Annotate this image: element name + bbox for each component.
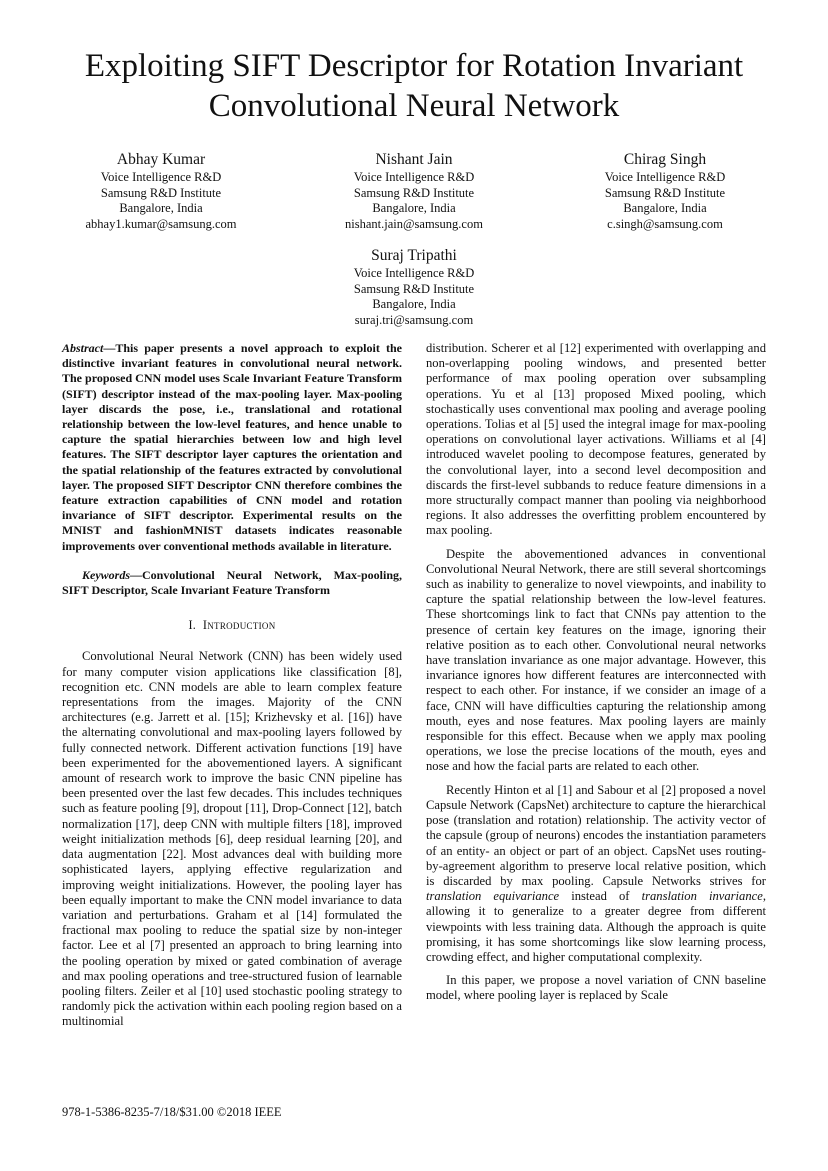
author-org: Samsung R&D Institute: [353, 281, 475, 296]
keywords: [62, 568, 402, 598]
keywords-label: Keywords: [82, 567, 130, 582]
copyright-footer: 978-1-5386-8235-7/18/$31.00 ©2018 IEEE: [62, 1105, 282, 1119]
author-name: Abhay Kumar: [116, 151, 206, 168]
author-location: Bangalore, India: [372, 297, 456, 312]
abstract-label: Abstract: [62, 341, 104, 355]
author-email[interactable]: c.singh@samsung.com: [607, 216, 723, 231]
abstract: [62, 341, 402, 554]
author-dept: Voice Intelligence R&D: [353, 266, 475, 280]
author-location: Bangalore, India: [623, 201, 707, 216]
author-email[interactable]: nishant.jain@samsung.com: [345, 216, 483, 231]
intro-paragraph-1: Convolutional Neural Network (CNN) has been widely used for many computer vision applications like classification [8], recognition etc. CNN models are able to learn complex feature representations from the images. Majority of the CNN architectures (e.g. Jarrett et al. [15]; Krizhevsky et al. [16]) have the alternating convolutional and max-pooling layers followed by fully connected network. Different activation functions [19] have been experimented for the abovementioned layers. A significant amount of research work to improve the basic CNN pipeline has been presented over the last few decades. This includes techniques such as feature pooling [9], dropout [11], Drop-Connect [12], batch normalization [17], deep CNN with multiple filters [18], improved weight initialization methods [6], deep residual learning [20], and data augmentation [22]. Most advances deal with building more sophisticated layers, applying effective regularization and improving weight initializations. However, the pooling layer has been equally important to make the CNN model invariance to data variation and perturbations. Graham et al [14] formulated the fractional max pooling to reduce the spatial size by non-integer factor. Lee et al [7] presented an approach to bring learning into the pooling operation by mixed or gated combination of average and max pooling operations and tree-structured fusion of learnable pooling filters. Zeiler et al [10] used stochastic pooling strategy to randomly pick the activation within each pooling region based on a multinomial: [62, 649, 402, 1029]
author-dept: Voice Intelligence R&D: [604, 170, 726, 184]
author-org: Samsung R&D Institute: [604, 185, 726, 200]
intro-paragraph-2: distribution. Scherer et al [12] experimented with overlapping and non-overlapping pooling windows, and presented better performance of max pooling operation over subsampling operations. Yu et al [13] proposed Mixed pooling, which stochastically uses conventional max pooling and average pooling operations. Tolias et al [5] used the integral image for max-pooling operations on convolutional layer activations. Williams et al [4] introduced wavelet pooling to decompose features, generated by the convolutional layer, into a second level decomposition and discards the first-level subbands to reduce feature dimensions in a more structurally compact manner than pooling via neighborhood regions. It also addresses the overfitting problem encountered by max pooling.: [426, 341, 766, 538]
keywords-text: —Convolutional Neural Network, Max-pooling, SIFT Descriptor, Scale Invariant Feature Transform: [62, 567, 402, 598]
author-location: Bangalore, India: [372, 201, 456, 216]
section-title: Introduction: [202, 618, 276, 633]
author-block-2: [299, 150, 529, 232]
author-location: Bangalore, India: [119, 201, 203, 216]
right-column: [426, 341, 766, 1004]
abstract-text: —This paper presents a novel approach to exploit the distinctive invariant features in convolutional neural network. The proposed CNN model uses Scale Invariant Feature Transform (SIFT) descriptor instead of the max-pooling layer. Max-pooling layer discards the pose, i.e., translational and rotational relationship between the low-level features, and hence unable to capture the spatial hierarchies between low and high level features. The SIFT descriptor layer captures the orientation and the spatial relationship of the features extracted by convolutional layer. The proposed SIFT Descriptor CNN therefore combines the feature extraction capabilities of CNN model and rotation invariance of SIFT descriptor. Experimental results on the MNIST and fashionMNIST datasets indicates reasonable improvements over conventional methods available in literature.: [62, 341, 402, 553]
paragraph-text: , allowing it to generalize to a greater degree from different viewpoints with less training data. Although the approach is quite promising, it has some shortcomings like slow learning process, crowding effect, and higher computational complexity.: [426, 889, 766, 964]
paragraph-text: instead of: [559, 889, 642, 904]
intro-paragraph-4: [426, 783, 766, 965]
emphasis-text: translation invariance: [641, 889, 763, 904]
author-org: Samsung R&D Institute: [100, 185, 222, 200]
author-email[interactable]: suraj.tri@samsung.com: [354, 312, 474, 327]
paragraph-text: Recently Hinton et al [1] and Sabour et al [2] proposed a novel Capsule Network (CapsNet) architecture to capture the hierarchical pose (translation and rotation) relationship. The activity vector of the capsule (group of neurons) encodes the instantiation parameters of an entity- an object or part of an object. CapsNet uses routing-by-agreement algorithm to preserve local relative position, which is discarded by max pooling. Capsule Networks strives for: [426, 782, 766, 888]
author-email[interactable]: abhay1.kumar@samsung.com: [85, 216, 237, 231]
left-column: [62, 341, 402, 1030]
author-name: Chirag Singh: [623, 151, 707, 168]
author-block-3: [550, 150, 780, 232]
emphasis-text: translation equivariance: [426, 889, 560, 904]
author-block-1: [46, 150, 276, 232]
intro-paragraph-3: Despite the abovementioned advances in conventional Convolutional Neural Network, there are still several shortcomings such as inability to generalize to novel viewpoints, and inability to capture the spatial relationship between the low-level features. These shortcomings link to fact that CNNs pay attention to the presence of certain key features on the image, ignoring their relative position as to each other. Convolutional neural networks have translation invariance as one major advantage. However, this invariance ignores how different features are interconnected with respect to each other. For instance, if we consider an image of a face, CNN will have difficulties capturing the relationship among mouth, eyes and nose features. Max pooling layers are mainly responsible for this effect. Because when we apply max pooling operations, we lose the precise locations of the mouth, eyes and nose and how the facial parts are related to each other.: [426, 546, 766, 774]
author-dept: Voice Intelligence R&D: [100, 170, 222, 184]
paper-title: [0, 46, 828, 126]
author-org: Samsung R&D Institute: [353, 185, 475, 200]
section-heading-introduction: [62, 618, 402, 633]
title-line-2: Convolutional Neural Network: [208, 88, 620, 124]
author-dept: Voice Intelligence R&D: [353, 170, 475, 184]
author-name: Nishant Jain: [375, 151, 453, 168]
intro-paragraph-5: In this paper, we propose a novel variation of CNN baseline model, where pooling layer is replaced by Scale: [426, 973, 766, 1003]
title-line-1: Exploiting SIFT Descriptor for Rotation Invariant: [84, 48, 744, 84]
author-name: Suraj Tripathi: [371, 247, 457, 264]
author-block-4: [299, 246, 529, 328]
section-number: I.: [188, 618, 197, 633]
